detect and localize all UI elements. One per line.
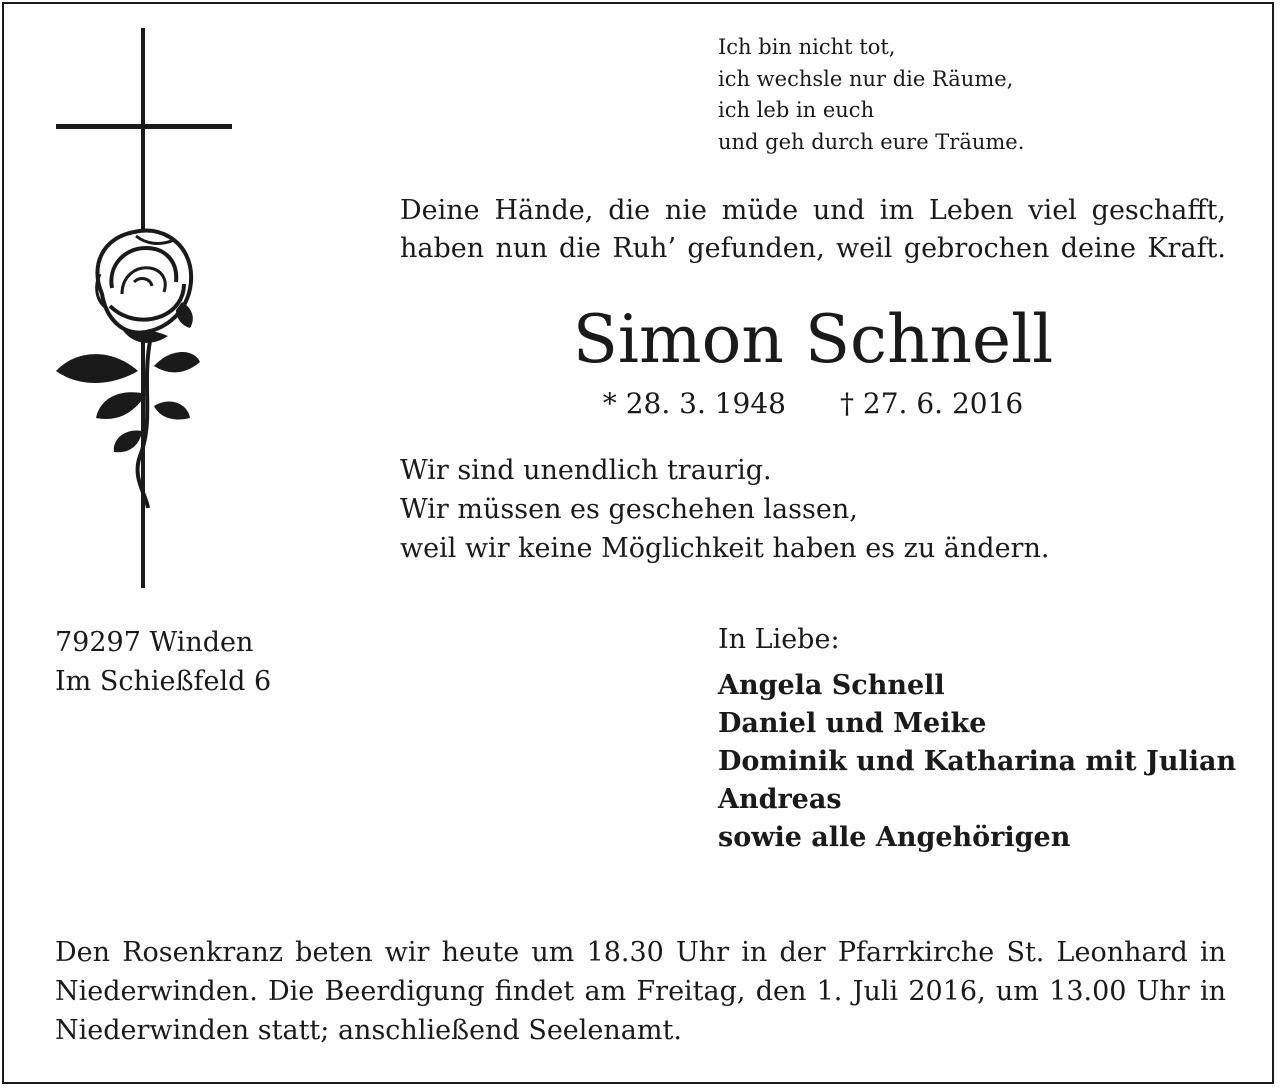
address <box>55 623 271 701</box>
life-dates <box>400 386 1226 422</box>
service-info <box>55 933 1226 1050</box>
poem-line: ich wechsle nur die Räume, <box>718 66 1014 91</box>
death-date: † 27. 6. 2016 <box>840 387 1024 420</box>
poem-line: Ich bin nicht tot, <box>718 35 896 59</box>
mourner-name: Daniel und Meike <box>718 708 987 739</box>
mourner-name: Angela Schnell <box>718 670 945 701</box>
address-city: 79297 Winden <box>55 627 254 658</box>
sorrow-line: weil wir keine Möglichkeit haben es zu ändern. <box>400 533 1050 564</box>
sorrow-line: Wir müssen es geschehen lassen, <box>400 494 858 525</box>
mourners-block <box>718 621 1236 857</box>
poem <box>718 32 1024 158</box>
deceased-name: Simon Schnell <box>572 301 1054 378</box>
mourner-name: Dominik und Katharina mit Julian <box>718 746 1237 777</box>
mourner-name: sowie alle Angehörigen <box>718 822 1071 853</box>
poem-line: und geh durch eure Träume. <box>718 129 1025 154</box>
address-street: Im Schießfeld 6 <box>55 666 272 697</box>
rose-icon <box>56 231 200 508</box>
poem-line: ich leb in euch <box>718 98 875 122</box>
service-line: Den Rosenkranz beten wir heute um 18.30 Uhr in der Pfarrkirche St. Leonhard in <box>55 937 1226 968</box>
birth-date: * 28. 3. 1948 <box>602 387 786 420</box>
sorrow-line: Wir sind unendlich traurig. <box>400 455 772 486</box>
mourners-intro: In Liebe: <box>718 624 840 655</box>
verse <box>400 192 1226 268</box>
service-line: Niederwinden. Die Beerdigung findet am Freitag, den 1. Juli 2016, um 13.00 Uhr in <box>55 976 1226 1007</box>
verse-line: haben nun die Ruh’ gefunden, weil gebrochen deine Kraft. <box>400 233 1226 264</box>
service-line: Niederwinden statt; anschließend Seelenamt. <box>55 1015 682 1046</box>
verse-line: Deine Hände, die nie müde und im Leben viel geschafft, <box>400 195 1226 226</box>
cross-with-rose-illustration <box>50 26 240 591</box>
sorrow-text <box>400 451 1049 568</box>
mourners-list <box>718 667 1236 857</box>
mourner-name: Andreas <box>718 784 842 815</box>
